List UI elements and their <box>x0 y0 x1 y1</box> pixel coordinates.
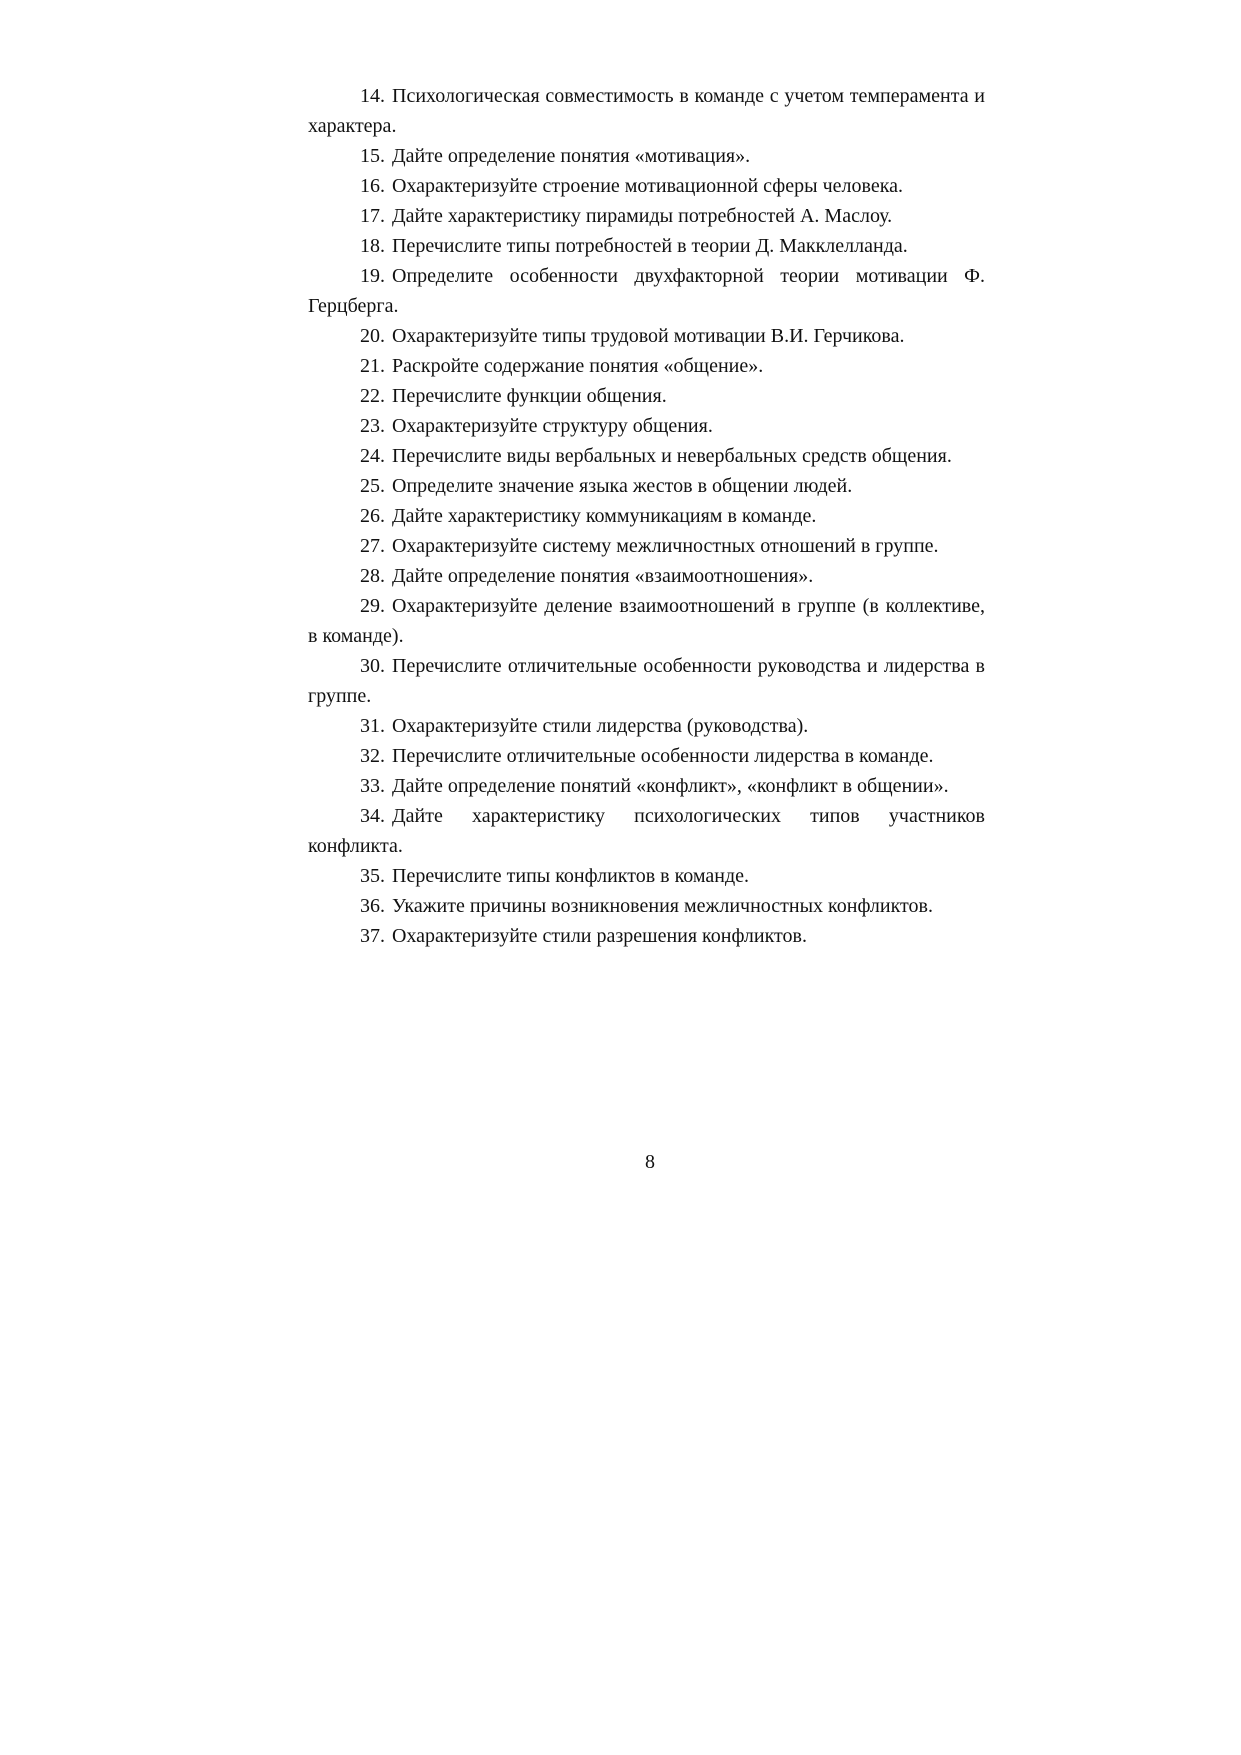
question-text: Перечислите типы конфликтов в команде. <box>392 865 750 887</box>
question-text: Охарактеризуйте строение мотивационной сферы человека. <box>392 175 903 197</box>
question-number: 23. <box>360 415 385 437</box>
list-item <box>308 411 985 441</box>
list-item <box>308 381 985 411</box>
list-item <box>308 741 985 771</box>
question-text: Определите особенности двухфакторной теории мотивации Ф. Герцберга. <box>308 265 985 317</box>
question-text: Укажите причины возникновения межличностных конфликтов. <box>392 895 933 917</box>
question-text: Охарактеризуйте стили разрешения конфликтов. <box>392 925 807 947</box>
question-number: 22. <box>360 385 385 407</box>
question-number: 18. <box>360 235 385 257</box>
question-number: 31. <box>360 715 385 737</box>
list-item <box>308 81 985 141</box>
question-text: Охарактеризуйте систему межличностных отношений в группе. <box>392 535 939 557</box>
question-number: 16. <box>360 175 385 197</box>
question-number: 24. <box>360 445 385 467</box>
question-number: 26. <box>360 505 385 527</box>
question-text: Дайте определение понятия «мотивация». <box>392 145 751 167</box>
question-number: 33. <box>360 775 385 797</box>
question-number: 28. <box>360 565 385 587</box>
list-item <box>308 351 985 381</box>
question-text: Охарактеризуйте стили лидерства (руководства). <box>392 715 809 737</box>
question-text: Раскройте содержание понятия «общение». <box>392 355 764 377</box>
question-text: Перечислите типы потребностей в теории Д. Макклелланда. <box>392 235 908 257</box>
question-list <box>308 81 985 951</box>
question-number: 17. <box>360 205 385 227</box>
question-number: 36. <box>360 895 385 917</box>
question-number: 19. <box>360 265 385 287</box>
list-item <box>308 861 985 891</box>
question-number: 34. <box>360 805 385 827</box>
question-text: Перечислите отличительные особенности лидерства в команде. <box>392 745 934 767</box>
list-item <box>308 561 985 591</box>
question-text: Дайте определение понятий «конфликт», «конфликт в общении». <box>392 775 949 797</box>
question-number: 27. <box>360 535 385 557</box>
page-number: 8 <box>645 1151 655 1173</box>
list-item <box>308 531 985 561</box>
list-item <box>308 471 985 501</box>
question-text: Перечислите отличительные особенности руководства и лидерства в группе. <box>308 655 985 707</box>
question-text: Дайте характеристику пирамиды потребностей А. Маслоу. <box>392 205 893 227</box>
question-number: 30. <box>360 655 385 677</box>
list-item <box>308 711 985 741</box>
question-number: 21. <box>360 355 385 377</box>
question-number: 25. <box>360 475 385 497</box>
list-item <box>308 891 985 921</box>
list-item <box>308 141 985 171</box>
question-text: Дайте характеристику коммуникациям в команде. <box>392 505 817 527</box>
list-item <box>308 801 985 861</box>
question-number: 37. <box>360 925 385 947</box>
question-number: 20. <box>360 325 385 347</box>
list-item <box>308 321 985 351</box>
question-text: Психологическая совместимость в команде с учетом темперамента и характера. <box>308 85 985 137</box>
question-number: 35. <box>360 865 385 887</box>
question-number: 14. <box>360 85 385 107</box>
question-text: Перечислите виды вербальных и невербальных средств общения. <box>392 445 952 467</box>
list-item <box>308 651 985 711</box>
question-text: Охарактеризуйте деление взаимоотношений в группе (в коллективе, в команде). <box>308 595 985 647</box>
list-item <box>308 921 985 951</box>
question-number: 15. <box>360 145 385 167</box>
list-item <box>308 261 985 321</box>
question-number: 32. <box>360 745 385 767</box>
question-number: 29. <box>360 595 385 617</box>
question-text: Перечислите функции общения. <box>392 385 667 407</box>
question-text: Определите значение языка жестов в общении людей. <box>392 475 853 497</box>
list-item <box>308 591 985 651</box>
list-item <box>308 201 985 231</box>
list-item <box>308 441 985 471</box>
question-text: Дайте определение понятия «взаимоотношения». <box>392 565 814 587</box>
question-text: Охарактеризуйте структуру общения. <box>392 415 713 437</box>
question-text: Охарактеризуйте типы трудовой мотивации В.И. Герчикова. <box>392 325 905 347</box>
list-item <box>308 501 985 531</box>
question-text: Дайте характеристику психологических типов участников конфликта. <box>308 805 985 857</box>
list-item <box>308 231 985 261</box>
list-item <box>308 771 985 801</box>
list-item <box>308 171 985 201</box>
